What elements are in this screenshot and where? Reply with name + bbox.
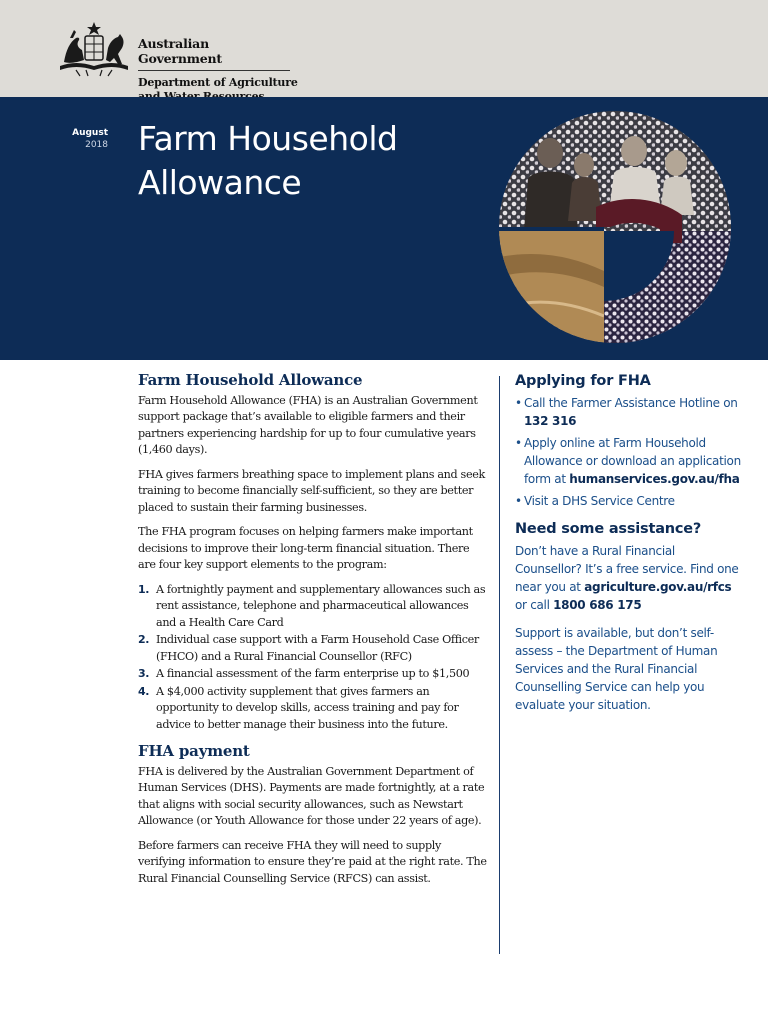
list-item-number: 3. bbox=[138, 667, 150, 680]
applying-list bbox=[515, 394, 745, 510]
page-title bbox=[138, 117, 458, 205]
section-heading-fha: Farm Household Allowance bbox=[138, 371, 363, 389]
page-title-line-2: Allowance bbox=[138, 163, 302, 202]
assistance-or-call: or call bbox=[515, 598, 554, 612]
publication-year: 2018 bbox=[85, 140, 108, 150]
applying-item-online bbox=[515, 434, 745, 488]
page-title-line-1: Farm Household bbox=[138, 119, 398, 158]
government-header bbox=[0, 0, 768, 97]
main-column bbox=[138, 372, 488, 895]
list-item-text: Individual case support with a Farm Household Case Officer (FHCO) and a Rural Financial Counsellor (RFC) bbox=[156, 633, 479, 663]
hotline-text: Call the Farmer Assistance Hotline on bbox=[524, 396, 738, 410]
support-paragraph: Support is available, but don’t self-assess – the Department of Human Services and the Rural Financial Counselling Service can help you evaluate your situation. bbox=[515, 626, 718, 712]
applying-item-service-centre bbox=[515, 492, 745, 510]
section-heading-assistance: Need some assistance? bbox=[515, 521, 702, 537]
list-item-number: 2. bbox=[138, 633, 150, 646]
list-item bbox=[138, 632, 488, 665]
breathing-space-paragraph: FHA gives farmers breathing space to implement plans and seek training to become financially self-sufficient, so they are better placed to sustain their farming businesses. bbox=[138, 467, 485, 514]
list-item-number: 1. bbox=[138, 582, 150, 596]
list-item-text: A fortnightly payment and supplementary allowances such as rent assistance, telephone and pharmaceutical allowances and a Health Care Card bbox=[156, 582, 486, 629]
support-elements-list bbox=[138, 582, 488, 734]
list-item-text: A $4,000 activity supplement that gives farmers an opportunity to develop skills, access training and pay for advice to better manage their business into the future. bbox=[156, 684, 459, 731]
hotline-number[interactable]: 132 316 bbox=[524, 414, 577, 428]
intro-paragraph: Farm Household Allowance (FHA) is an Australian Government support package that’s available to eligible farmers and their partners experiencing hardship for up to four cumulative years (1,460 days). bbox=[138, 393, 478, 456]
rfcs-phone-number[interactable]: 1800 686 175 bbox=[553, 598, 642, 612]
applying-item-hotline bbox=[515, 394, 745, 430]
hero-banner bbox=[0, 97, 768, 360]
list-item bbox=[138, 684, 488, 734]
humanservices-link[interactable]: humanservices.gov.au/fha bbox=[569, 472, 740, 486]
publication-month: August bbox=[72, 128, 108, 138]
assistance-text: Don’t have a Rural Financial Counsellor? It’s a free service. Find one near you at bbox=[515, 544, 739, 594]
delivery-paragraph: FHA is delivered by the Australian Government Department of Human Services (DHS). Payments are made fortnightly, at a rate that aligns with social security allowances, such as Newstart Allowance (or Youth Allowance for those under 22 years of age). bbox=[138, 764, 485, 827]
publication-date bbox=[60, 127, 108, 151]
column-divider bbox=[499, 376, 500, 954]
department-line-1: Department of Agriculture bbox=[138, 76, 298, 89]
rfcs-link[interactable]: agriculture.gov.au/rfcs bbox=[584, 580, 732, 594]
sidebar-column bbox=[515, 372, 745, 724]
section-heading-applying: Applying for FHA bbox=[515, 373, 651, 389]
government-name: Australian Government bbox=[138, 36, 290, 71]
list-item bbox=[138, 582, 488, 632]
list-item-text: A financial assessment of the farm enterprise up to $1,500 bbox=[156, 667, 470, 680]
farm-family-photo-collage bbox=[484, 111, 746, 343]
list-item-number: 4. bbox=[138, 684, 150, 698]
service-centre-text: Visit a DHS Service Centre bbox=[524, 494, 675, 508]
assistance-paragraph bbox=[515, 542, 745, 614]
program-focus-paragraph: The FHA program focuses on helping farmers make important decisions to improve their long-term financial situation. There are four key support elements to the program: bbox=[138, 525, 473, 571]
list-item bbox=[138, 666, 488, 683]
section-heading-fha-payment: FHA payment bbox=[138, 742, 250, 760]
government-wordmark bbox=[138, 36, 298, 104]
verification-paragraph: Before farmers can receive FHA they will need to supply verifying information to ensure they’re paid at the right rate. The Rural Financial Counselling Service (RFCS) can assist. bbox=[138, 838, 487, 885]
online-text: Apply online at Farm Household Allowance or download an application form at bbox=[524, 436, 741, 486]
coat-of-arms-icon bbox=[56, 20, 132, 78]
